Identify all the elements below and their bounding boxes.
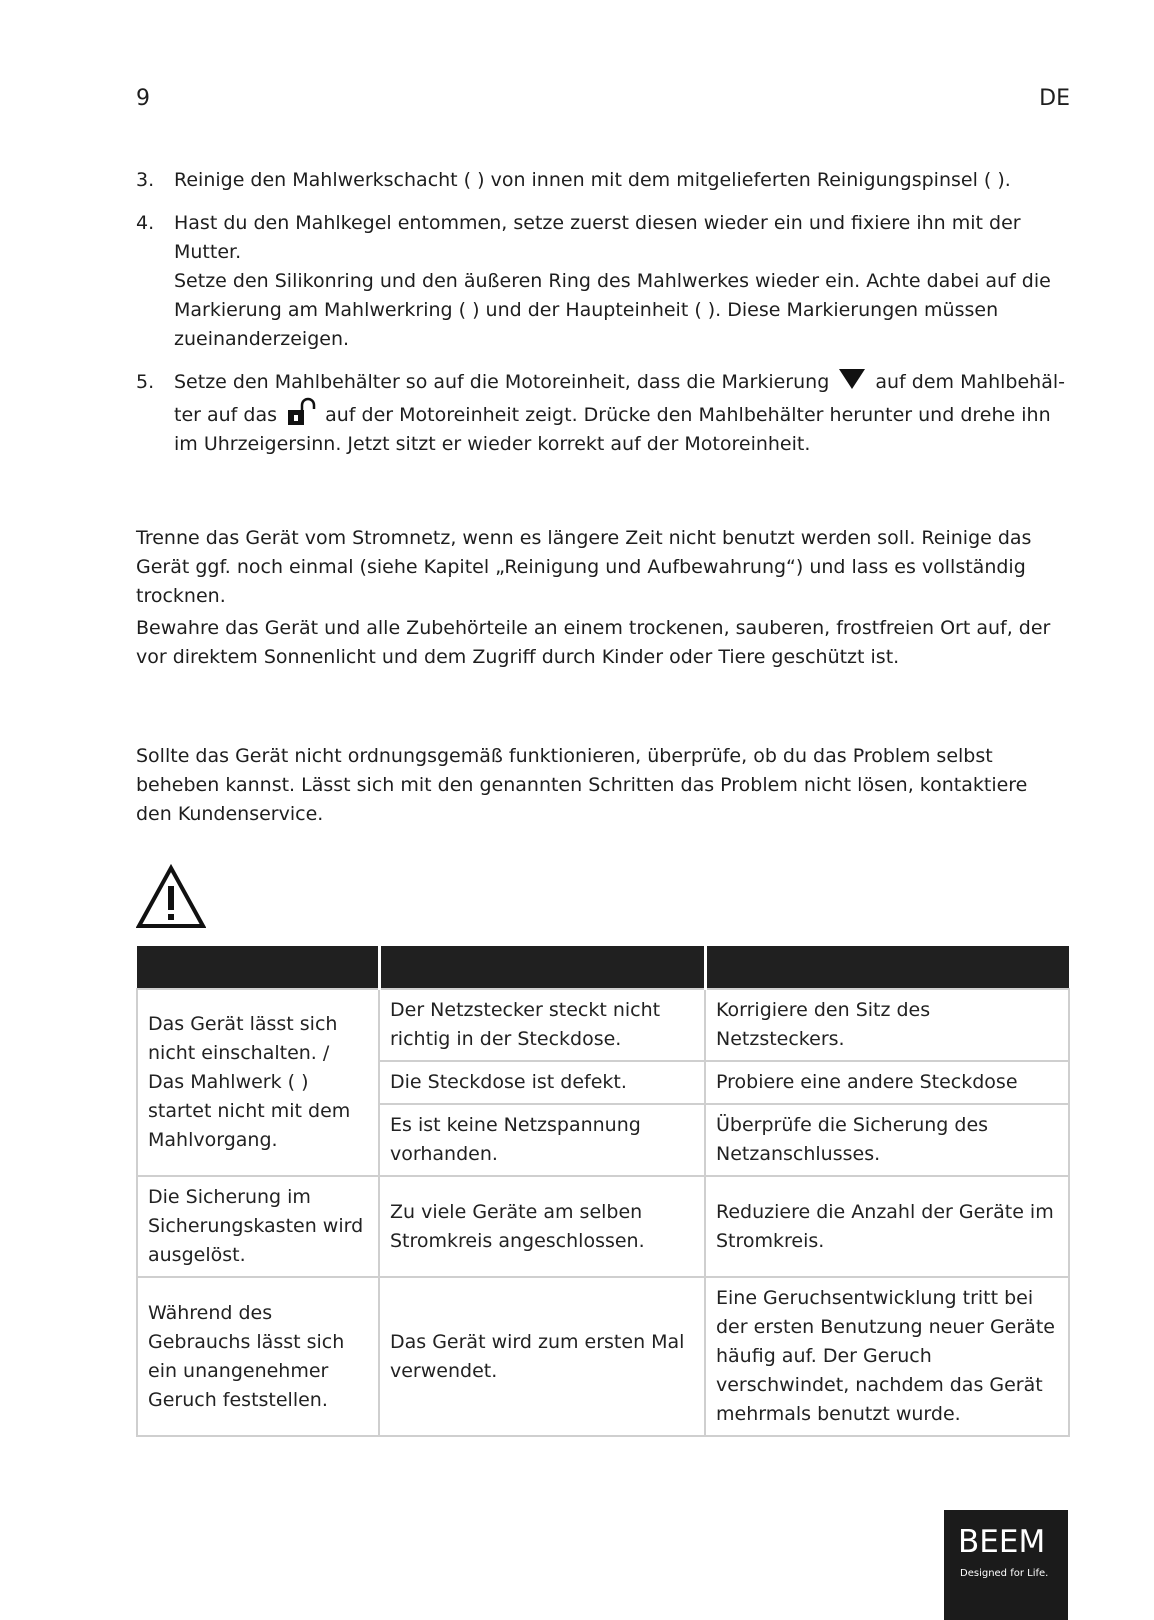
step-text: Setze den Silikonring und den äußeren Ring des Mahlwerkes wieder ein. Achte dabei auf die Markierung am Mahlwerkring ( ) und der Haupteinheit ( ). Diese Markierungen müssen zueinanderzeigen. bbox=[174, 270, 1051, 350]
step-text bbox=[174, 368, 1066, 459]
step-3 bbox=[136, 166, 1066, 195]
storage-paragraph-2: Bewahre das Gerät und alle Zubehörteile an einem trockenen, sauberen, frostfreien Ort auf, der vor direktem Sonnenlicht und dem Zugriff durch Kinder oder Tiere geschützt ist. bbox=[136, 617, 1051, 668]
step-text-part: auf dem Mahlbehäl-ter auf das bbox=[174, 371, 1065, 426]
step-number: 3. bbox=[136, 169, 155, 191]
problem-cell: Die Sicherung im Sicherungskasten wird ausgelöst. bbox=[137, 1176, 379, 1277]
step-5 bbox=[136, 368, 1066, 459]
unlock-icon bbox=[286, 397, 316, 427]
step-number: 5. bbox=[136, 371, 155, 393]
solution-cell: Korrigiere den Sitz des Netzsteckers. bbox=[705, 989, 1069, 1061]
header-cell-solution bbox=[705, 946, 1069, 989]
table-row bbox=[137, 989, 1069, 1061]
troubleshooting-table bbox=[136, 946, 1070, 1437]
step-text: Reinige den Mahlwerkschacht ( ) von innen mit dem mitgelieferten Reinigungspinsel ( ). bbox=[174, 169, 1011, 191]
troubleshooting-intro: Sollte das Gerät nicht ordnungsgemäß funktionieren, überprüfe, ob du das Problem selbst beheben kannst. Lässt sich mit den genannten Schritten das Problem nicht lösen, kontaktiere den Kundenservice. bbox=[136, 745, 1028, 825]
step-text-part: auf der Motoreinheit zeigt. Drücke den Mahlbehälter herunter und drehe ihn im Uhrzeigersinn. Jetzt sitzt er wieder korrekt auf der Motoreinheit. bbox=[174, 404, 1051, 455]
down-triangle-icon bbox=[838, 368, 866, 390]
page-number: 9 bbox=[136, 86, 150, 111]
step-text: Hast du den Mahlkegel entommen, setze zuerst diesen wieder ein und fixiere ihn mit der Mutter. bbox=[174, 212, 1021, 263]
step-text-part: Setze den Mahlbehälter so auf die Motoreinheit, dass die Markierung bbox=[174, 371, 830, 393]
solution-cell: Reduziere die Anzahl der Geräte im Stromkreis. bbox=[705, 1176, 1069, 1277]
table-row bbox=[137, 1277, 1069, 1436]
step-number: 4. bbox=[136, 212, 155, 234]
header-cell-cause bbox=[379, 946, 705, 989]
problem-cell: Während des Gebrauchs lässt sich ein unangenehmer Geruch feststellen. bbox=[137, 1277, 379, 1436]
cause-cell: Das Gerät wird zum ersten Mal verwendet. bbox=[379, 1277, 705, 1436]
header-cell-problem bbox=[137, 946, 379, 989]
logo-brand: BEEM bbox=[958, 1524, 1046, 1560]
cause-cell: Der Netzstecker steckt nicht richtig in der Steckdose. bbox=[379, 989, 705, 1061]
solution-cell: Probiere eine andere Steckdose bbox=[705, 1061, 1069, 1104]
language-code: DE bbox=[1039, 86, 1070, 111]
cause-cell: Es ist keine Netzspannung vorhanden. bbox=[379, 1104, 705, 1176]
solution-cell: Überprüfe die Sicherung des Netzanschlusses. bbox=[705, 1104, 1069, 1176]
logo-tagline: Designed for Life. bbox=[960, 1568, 1049, 1579]
solution-cell: Eine Geruchsentwicklung tritt bei der ersten Benutzung neuer Geräte häufig auf. Der Geruch verschwindet, nachdem das Gerät mehrmals benutzt wurde. bbox=[705, 1277, 1069, 1436]
brand-logo bbox=[944, 1510, 1068, 1620]
warning-icon bbox=[136, 864, 206, 930]
step-4 bbox=[136, 209, 1066, 354]
table-row bbox=[137, 1176, 1069, 1277]
cause-cell: Zu viele Geräte am selben Stromkreis angeschlossen. bbox=[379, 1176, 705, 1277]
storage-paragraph-1: Trenne das Gerät vom Stromnetz, wenn es längere Zeit nicht benutzt werden soll. Reinige das Gerät ggf. noch einmal (siehe Kapitel „Reinigung und Aufbewahrung“) und lass es vollständig trocknen. bbox=[136, 527, 1032, 607]
instruction-steps bbox=[136, 166, 1066, 473]
problem-cell: Das Gerät lässt sich nicht einschalten. / Das Mahlwerk ( ) startet nicht mit dem Mahlvorgang. bbox=[137, 989, 379, 1176]
table-header-row bbox=[137, 946, 1069, 989]
cause-cell: Die Steckdose ist defekt. bbox=[379, 1061, 705, 1104]
